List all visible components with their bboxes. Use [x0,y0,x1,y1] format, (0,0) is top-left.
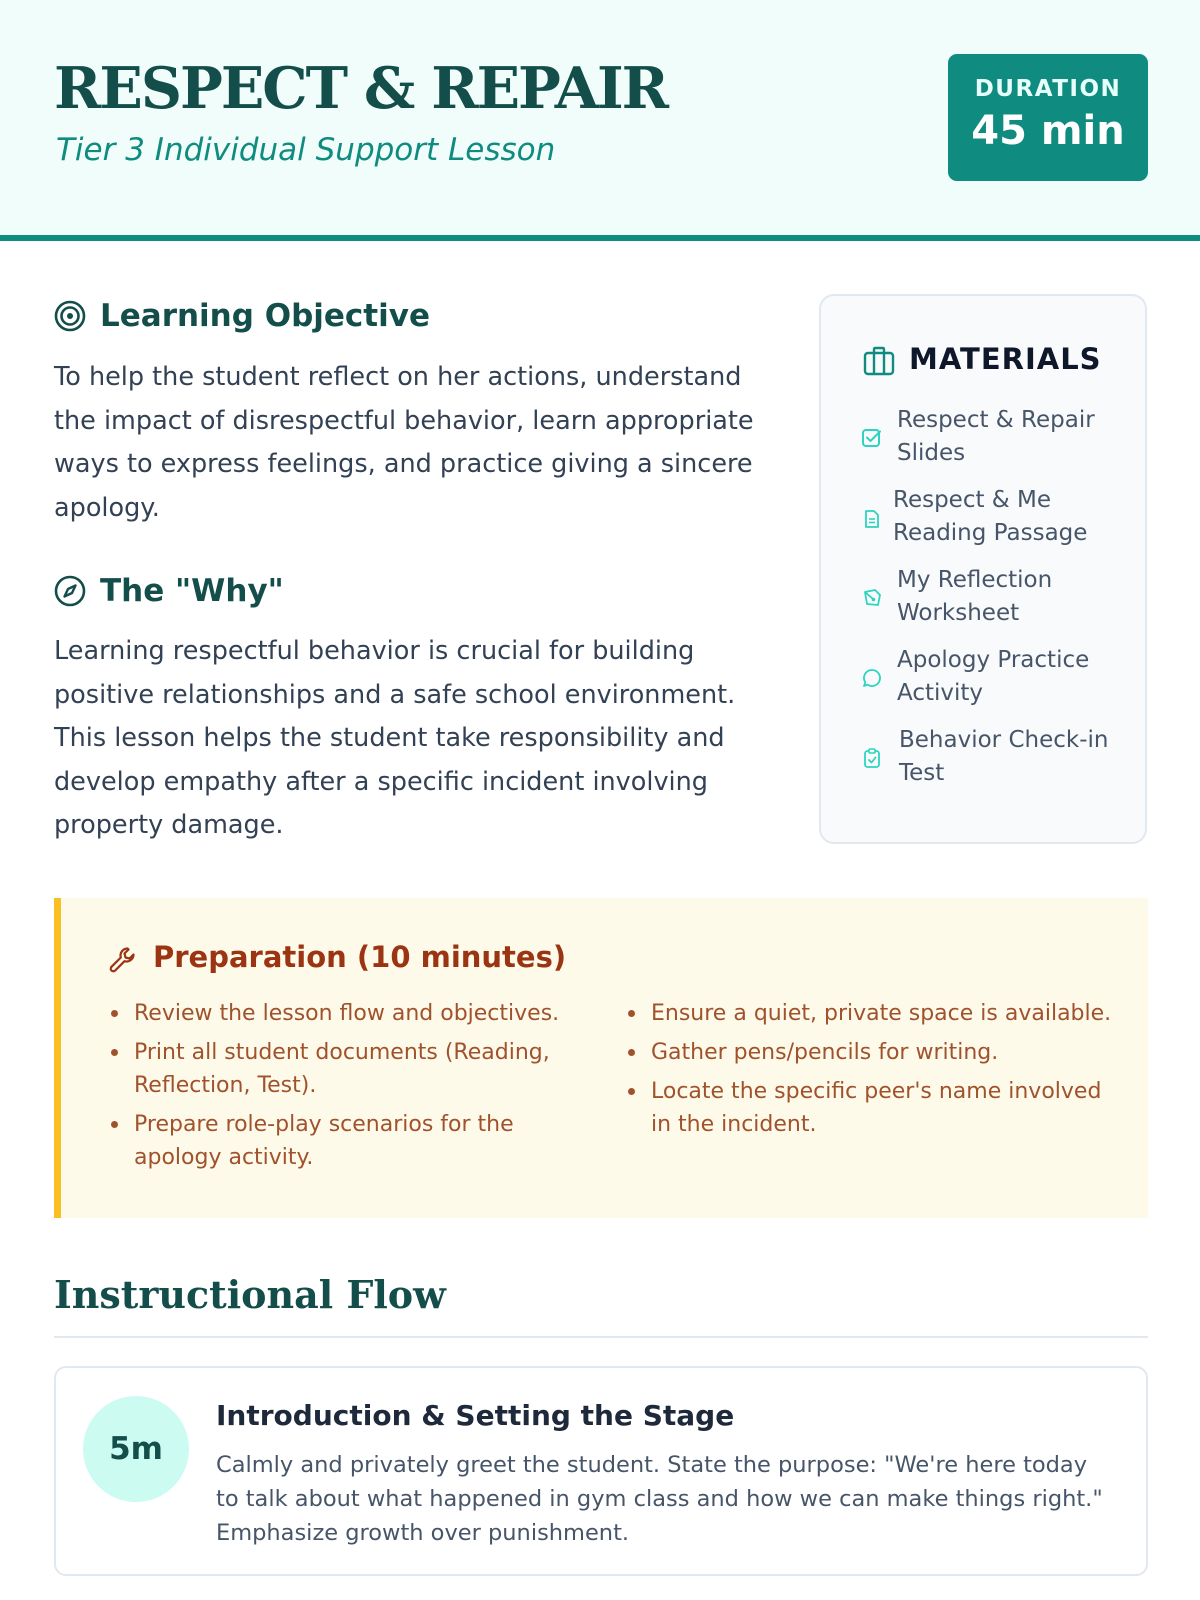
preparation-list-left [108,997,588,1180]
duration-label: DURATION [974,76,1122,102]
materials-card [819,294,1147,844]
lesson-subtitle: Tier 3 Individual Support Lesson [56,132,556,168]
material-label: Apology Practice Activity [897,647,1090,706]
wrench-icon [107,944,139,976]
preparation-panel [54,898,1148,1218]
material-label: Behavior Check-in Test [899,727,1109,786]
duration-value: 45 min [971,108,1125,154]
document-icon [861,508,883,530]
list-item: Prepare role-play scenarios for the apology activity. [108,1108,588,1174]
preparation-heading: Preparation (10 minutes) [153,940,567,974]
lesson-title: RESPECT & REPAIR [54,55,668,122]
list-item: Ensure a quiet, private space is available. [625,997,1115,1030]
instructional-flow-heading: Instructional Flow [54,1272,446,1317]
material-label: My Reflection Worksheet [897,567,1053,626]
why-text: Learning respectful behavior is crucial for building positive relationships and a safe school environment. This lesson helps the student take responsibility and develop empathy after a specific incident involving property damage. [54,636,736,840]
target-icon [54,300,86,332]
list-item: Review the lesson flow and objectives. [108,997,588,1030]
objective-heading: Learning Objective [100,298,430,334]
list-item: Print all student documents (Reading, Reflection, Test). [108,1036,588,1102]
material-label: Respect & Me Reading Passage [893,487,1088,546]
step-time-badge: 5m [83,1396,189,1502]
list-item: Gather pens/pencils for writing. [625,1036,1115,1069]
list-item: Locate the specific peer's name involved in the incident. [625,1075,1115,1141]
preparation-list-right [625,997,1115,1147]
duration-badge [948,54,1148,181]
why-heading: The "Why" [100,573,284,609]
lesson-header [0,0,1200,241]
flow-step-card [54,1366,1148,1576]
objective-text: To help the student reflect on her actions, understand the impact of disrespectful behavior, learn appropriate ways to express feelings, and practice giving a sincere apology. [54,362,754,523]
clipboard-check-icon [861,747,883,769]
briefcase-icon [863,346,895,376]
materials-heading: MATERIALS [909,342,1102,376]
step-title: Introduction & Setting the Stage [216,1399,735,1432]
checkbox-icon [861,427,883,449]
compass-icon [54,575,86,607]
material-label: Respect & Repair Slides [897,407,1095,466]
divider [54,1336,1148,1338]
chat-bubble-icon [861,667,883,689]
pen-icon [861,587,883,609]
step-description: Calmly and privately greet the student. State the purpose: "We're here today to talk about what happened in gym class and how we can make things right." Emphasize growth over punishment. [216,1452,1103,1546]
